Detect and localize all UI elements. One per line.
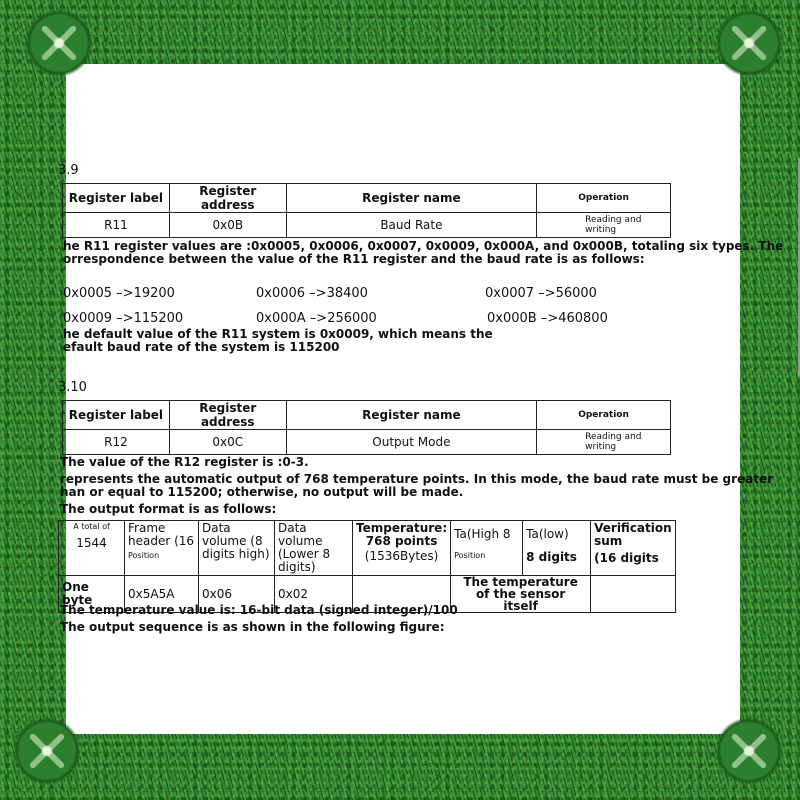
cell-register-name: Output Mode [286,430,536,455]
format-cell-one-byte: One byte [59,576,125,613]
r12-description-line2: han or equal to 115200; otherwise, no output will be made. [60,485,464,499]
mapping-item: 0x000A –>256000 [256,311,377,326]
cell-operation: Reading and writing [537,430,671,455]
temperature-value-note: The temperature value is: 16-bit data (signed integer)/100 [60,603,458,617]
format-cell-frame-header: Frame header (16 Position [125,521,199,576]
format-cell-empty [591,576,676,613]
register-table-r11 [62,183,671,238]
mapping-item: 0x0006 –>38400 [256,286,368,301]
format-cell-high-value: 0x06 [199,576,275,613]
default-line1: he default value of the R11 system is 0x0009, which means the [63,327,493,341]
format-cell-ta-high: Ta(High 8 Position [451,521,523,576]
header-register-label: Register label [63,401,170,430]
cell-register-name: Baud Rate [286,213,536,238]
output-format-table [58,520,676,613]
r11-values-line2: orrespondence between the value of the R11 register and the baud rate is as follows: [63,252,645,266]
format-cell-ta-low: Ta(low) 8 digits [523,521,591,576]
header-register-label: Register label [63,184,170,213]
r12-value-line: The value of the R12 register is :0-3. [60,455,309,469]
section-number: 3.10 [58,380,87,395]
header-operation: Operation [537,184,671,213]
cell-register-label: R12 [63,430,170,455]
mapping-item: 0x0005 –>19200 [63,286,175,301]
mapping-item: 0x0007 –>56000 [485,286,597,301]
cell-register-address: 0x0C [169,430,286,455]
cell-operation: Reading and writing [537,213,671,238]
section-number: 3.9 [58,163,79,178]
header-operation: Operation [537,401,671,430]
default-line2: efault baud rate of the system is 115200 [63,340,340,354]
header-register-address: Register address [169,184,286,213]
cell-register-address: 0x0B [169,213,286,238]
cell-register-label: R11 [63,213,170,238]
mapping-item: 0x000B –>460800 [487,311,608,326]
register-table-r12 [62,400,671,455]
output-format-intro: The output format is as follows: [60,502,277,516]
format-cell-data-volume-low: Data volume (Lower 8 digits) [275,521,353,576]
output-sequence-note: The output sequence is as shown in the following figure: [60,620,445,634]
r12-description-line1: represents the automatic output of 768 temperature points. In this mode, the baud rate must be greater [60,472,774,486]
header-register-name: Register name [286,401,536,430]
header-register-name: Register name [286,184,536,213]
mapping-item: 0x0009 –>115200 [63,311,184,326]
format-cell-sensor-temperature: The temperature of the sensor itself [451,576,591,613]
r11-values-line1: he R11 register values are :0x0005, 0x0006, 0x0007, 0x0009, 0x000A, and 0x000B, totaling six types. The [63,239,784,253]
format-cell-low-value: 0x02 [275,576,353,613]
format-cell-data-volume-high: Data volume (8 digits high) [199,521,275,576]
format-cell-total: A total of 1544 [59,521,125,576]
format-cell-temperature: Temperature: 768 points (1536Bytes) [353,521,451,576]
format-cell-frame-value: 0x5A5A [125,576,199,613]
format-cell-verification: Verification sum (16 digits [591,521,676,576]
header-register-address: Register address [169,401,286,430]
